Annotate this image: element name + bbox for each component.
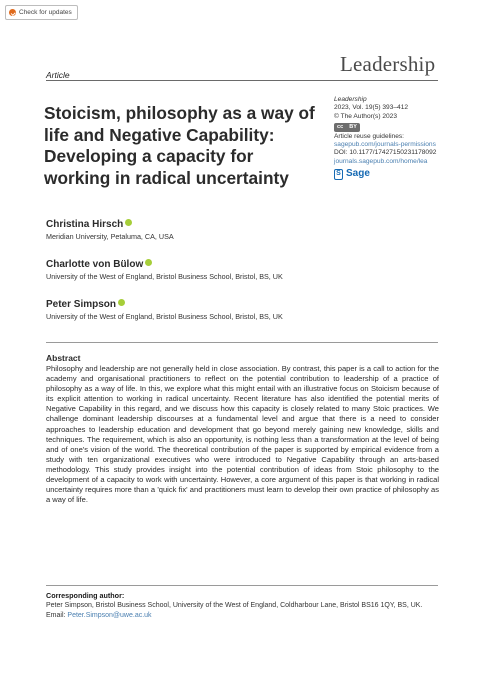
abstract-heading: Abstract [46,353,81,363]
author-name: Charlotte von Bülow [46,259,144,270]
reuse-label: Article reuse guidelines: [334,132,405,140]
article-metadata [334,96,474,180]
copyright: © The Author(s) 2023 [334,112,398,120]
journal-name: Leadership [340,52,436,76]
reuse-link[interactable]: sagepub.com/journals-permissions [334,141,436,149]
journal-italic: Leadership [334,96,367,103]
author-affiliation: University of the West of England, Bristol Business School, Bristol, BS, UK [46,272,283,281]
author-name: Peter Simpson [46,299,117,310]
abstract-rule [46,342,438,343]
corresponding-author-heading: Corresponding author: [46,591,125,600]
journal-home-link[interactable]: journals.sagepub.com/home/lea [334,157,428,165]
author-affiliation: Meridian University, Petaluma, CA, USA [46,232,174,241]
paper-title: Stoicism, philosophy as a way of life and Negative Capability: Developing a capacity for working in radical uncertainty [44,103,315,188]
author-block-1 [46,214,174,241]
orcid-icon[interactable] [118,299,125,306]
corresponding-address: Peter Simpson, Bristol Business School, University of the West of England, Coldharbour Lane, Bristol BS16 1QY, BS, UK. [46,602,423,609]
orcid-icon[interactable] [145,259,152,266]
sage-logo[interactable] [334,169,474,180]
email-link[interactable]: Peter.Simpson@uwe.ac.uk [67,612,152,619]
corresponding-author-details [46,601,446,621]
sage-icon: S [334,169,343,180]
author-block-2 [46,254,283,281]
crossmark-icon [9,9,16,16]
cc-license-icon[interactable]: cc BY [334,123,360,132]
publisher-name: Sage [346,168,370,180]
abstract-text: Philosophy and leadership are not generally held in close association. By contrast, this paper is a call to action for the academy and organisational practitioners to reflect on the potential contribution to leadership of a practice of philosophy as a way of life. In this, we explore what this might entail with an illustrative focus on Stoicism because of its explicit attention to working in radical uncertainty. Recent literature has also identified the potential merits of Negative Capability in this regard, and we discuss how this capacity is closely related to many Stoic practices. We challenge dominant leadership discourses at a fundamental level and argue that there is a need to consider approaches to leadership education and development that go beyond merely gaining new knowledge, skills and techniques. The requirement, which is also an opportunity, is nothing less than a transformation at the level of being and of one's vision of the world. The theoretical contribution of the paper is supported by empirical evidence from a study with ten organizational executives who were introduced to Negative Capability through an arts-based methodology. This study provides insight into the potential contribution of ideas from Stoic philosophy to the development of a capacity to work with uncertainty. However, a core argument of this paper is that working in radical uncertainty requires more than a 'quick fix' and practitioners must learn to develop their own practice of philosophy as a way of life. [46,364,439,505]
doi[interactable]: DOI: 10.1177/17427150231178092 [334,149,437,157]
header-rule [46,80,438,81]
footnote-rule [46,585,438,586]
check-for-updates-label: Check for updates [19,9,72,16]
author-affiliation: University of the West of England, Bristol Business School, Bristol, BS, UK [46,312,283,321]
check-for-updates-badge[interactable] [5,5,78,20]
email-label: Email: [46,612,66,619]
author-name: Christina Hirsch [46,219,124,230]
orcid-icon[interactable] [125,219,132,226]
corresponding-email-line [46,611,446,621]
author-block-3 [46,294,283,321]
citation: 2023, Vol. 19(5) 393–412 [334,104,409,112]
article-type-label: Article [46,70,70,80]
